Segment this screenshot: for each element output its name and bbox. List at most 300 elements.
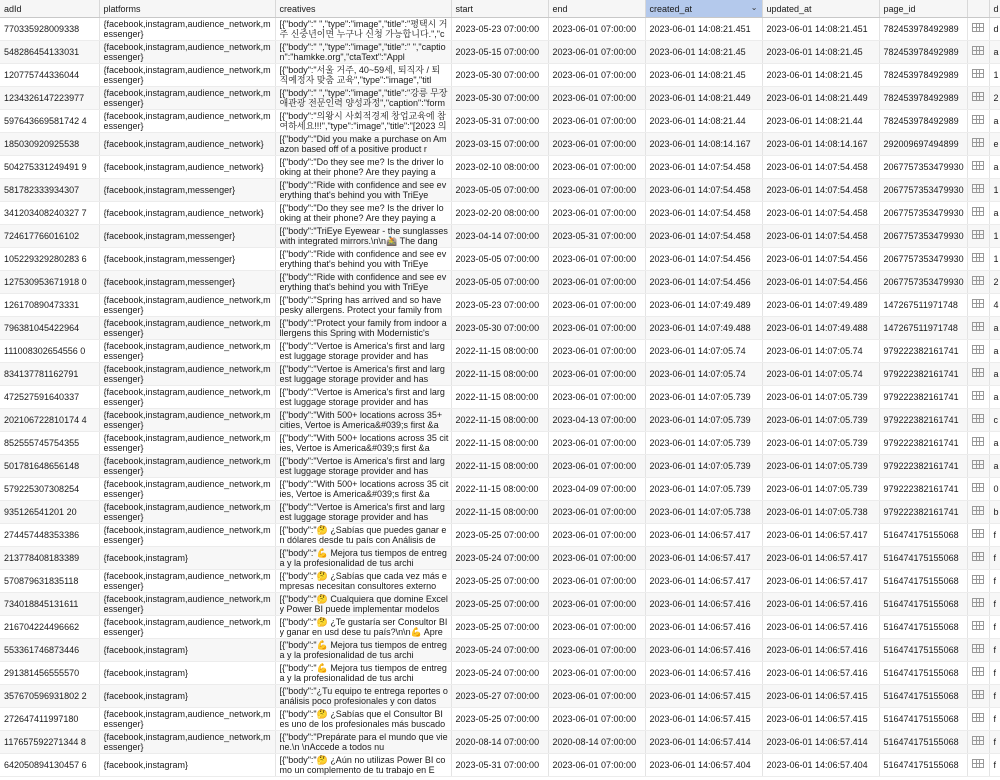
- cell-platforms[interactable]: [99, 455, 275, 478]
- cell-creatives[interactable]: [275, 41, 451, 64]
- cell-end[interactable]: 2023-05-31 07:00:00: [548, 225, 645, 248]
- cell-detail[interactable]: [967, 616, 989, 639]
- cell-adId[interactable]: 642050894130457 6: [0, 754, 99, 777]
- cell-more[interactable]: 0: [989, 478, 1000, 501]
- cell-more[interactable]: f: [989, 524, 1000, 547]
- cell-detail[interactable]: [967, 317, 989, 340]
- cell-platforms[interactable]: [99, 593, 275, 616]
- cell-created_at[interactable]: 2023-06-01 14:06:57.404: [645, 754, 762, 777]
- cell-updated_at[interactable]: 2023-06-01 14:06:57.415: [762, 708, 879, 731]
- cell-updated_at[interactable]: 2023-06-01 14:07:54.458: [762, 202, 879, 225]
- table-row[interactable]: [0, 455, 1000, 478]
- cell-more[interactable]: f: [989, 662, 1000, 685]
- cell-platforms[interactable]: [99, 639, 275, 662]
- table-grid-icon[interactable]: [972, 690, 984, 699]
- cell-created_at[interactable]: 2023-06-01 14:06:57.416: [645, 662, 762, 685]
- cell-more[interactable]: b: [989, 501, 1000, 524]
- cell-detail[interactable]: [967, 179, 989, 202]
- table-grid-icon[interactable]: [972, 529, 984, 538]
- cell-page_id[interactable]: 979222382161741: [879, 432, 967, 455]
- cell-detail[interactable]: [967, 455, 989, 478]
- cell-end[interactable]: 2023-06-01 07:00:00: [548, 547, 645, 570]
- cell-detail[interactable]: [967, 248, 989, 271]
- cell-start[interactable]: 2023-05-24 07:00:00: [451, 547, 548, 570]
- cell-start[interactable]: 2023-05-30 07:00:00: [451, 317, 548, 340]
- cell-creatives[interactable]: [275, 317, 451, 340]
- cell-start[interactable]: 2022-11-15 08:00:00: [451, 363, 548, 386]
- table-grid-icon[interactable]: [972, 713, 984, 722]
- cell-page_id[interactable]: 147267511971748: [879, 317, 967, 340]
- cell-creatives[interactable]: [275, 110, 451, 133]
- cell-page_id[interactable]: 516474175155068: [879, 708, 967, 731]
- cell-end[interactable]: 2023-06-01 07:00:00: [548, 271, 645, 294]
- cell-created_at[interactable]: 2023-06-01 14:06:57.417: [645, 547, 762, 570]
- table-grid-icon[interactable]: [972, 253, 984, 262]
- cell-creatives[interactable]: [275, 409, 451, 432]
- cell-more[interactable]: d: [989, 18, 1000, 41]
- cell-end[interactable]: 2023-06-01 07:00:00: [548, 501, 645, 524]
- cell-detail[interactable]: [967, 731, 989, 754]
- column-header-start[interactable]: [451, 0, 548, 18]
- cell-creatives[interactable]: [275, 478, 451, 501]
- cell-updated_at[interactable]: 2023-06-01 14:07:54.456: [762, 248, 879, 271]
- cell-platforms[interactable]: [99, 524, 275, 547]
- cell-end[interactable]: 2023-06-01 07:00:00: [548, 18, 645, 41]
- cell-page_id[interactable]: 516474175155068: [879, 662, 967, 685]
- cell-detail[interactable]: [967, 87, 989, 110]
- cell-more[interactable]: f: [989, 593, 1000, 616]
- cell-created_at[interactable]: 2023-06-01 14:07:05.739: [645, 455, 762, 478]
- table-grid-icon[interactable]: [972, 92, 984, 101]
- cell-adId[interactable]: 105229329280283 6: [0, 248, 99, 271]
- cell-platforms[interactable]: [99, 501, 275, 524]
- cell-updated_at[interactable]: 2023-06-01 14:07:54.458: [762, 225, 879, 248]
- cell-more[interactable]: 2: [989, 271, 1000, 294]
- cell-creatives[interactable]: [275, 363, 451, 386]
- cell-end[interactable]: 2023-06-01 07:00:00: [548, 432, 645, 455]
- cell-page_id[interactable]: 516474175155068: [879, 754, 967, 777]
- cell-creatives[interactable]: [275, 685, 451, 708]
- cell-created_at[interactable]: 2023-06-01 14:07:54.456: [645, 271, 762, 294]
- cell-updated_at[interactable]: 2023-06-01 14:07:05.739: [762, 478, 879, 501]
- cell-detail[interactable]: [967, 202, 989, 225]
- cell-platforms[interactable]: [99, 317, 275, 340]
- cell-start[interactable]: 2023-05-30 07:00:00: [451, 64, 548, 87]
- table-row[interactable]: [0, 110, 1000, 133]
- cell-platforms[interactable]: [99, 110, 275, 133]
- table-grid-icon[interactable]: [972, 23, 984, 32]
- cell-adId[interactable]: 202106722810174 4: [0, 409, 99, 432]
- cell-created_at[interactable]: 2023-06-01 14:08:21.451: [645, 18, 762, 41]
- cell-adId[interactable]: 553361746873446: [0, 639, 99, 662]
- cell-adId[interactable]: 216704224496662: [0, 616, 99, 639]
- cell-created_at[interactable]: 2023-06-01 14:07:05.739: [645, 386, 762, 409]
- column-header-created_at[interactable]: [645, 0, 762, 18]
- cell-end[interactable]: 2020-08-14 07:00:00: [548, 731, 645, 754]
- cell-page_id[interactable]: 516474175155068: [879, 570, 967, 593]
- table-grid-icon[interactable]: [972, 161, 984, 170]
- cell-start[interactable]: 2023-05-30 07:00:00: [451, 87, 548, 110]
- cell-platforms[interactable]: [99, 271, 275, 294]
- cell-start[interactable]: 2023-05-25 07:00:00: [451, 570, 548, 593]
- cell-end[interactable]: 2023-06-01 07:00:00: [548, 340, 645, 363]
- table-row[interactable]: [0, 662, 1000, 685]
- cell-detail[interactable]: [967, 501, 989, 524]
- cell-more[interactable]: a: [989, 41, 1000, 64]
- table-grid-icon[interactable]: [972, 322, 984, 331]
- cell-updated_at[interactable]: 2023-06-01 14:06:57.416: [762, 639, 879, 662]
- cell-end[interactable]: 2023-06-01 07:00:00: [548, 662, 645, 685]
- cell-created_at[interactable]: 2023-06-01 14:06:57.415: [645, 708, 762, 731]
- cell-page_id[interactable]: 516474175155068: [879, 639, 967, 662]
- table-row[interactable]: [0, 731, 1000, 754]
- cell-updated_at[interactable]: 2023-06-01 14:07:05.739: [762, 432, 879, 455]
- cell-adId[interactable]: 291381456555570: [0, 662, 99, 685]
- table-row[interactable]: [0, 432, 1000, 455]
- cell-updated_at[interactable]: 2023-06-01 14:07:05.739: [762, 455, 879, 478]
- cell-created_at[interactable]: 2023-06-01 14:07:54.458: [645, 179, 762, 202]
- column-header-page_id[interactable]: [879, 0, 967, 18]
- cell-end[interactable]: 2023-06-01 07:00:00: [548, 570, 645, 593]
- cell-end[interactable]: 2023-06-01 07:00:00: [548, 156, 645, 179]
- cell-platforms[interactable]: [99, 248, 275, 271]
- cell-updated_at[interactable]: 2023-06-01 14:07:54.456: [762, 271, 879, 294]
- cell-creatives[interactable]: [275, 639, 451, 662]
- cell-adId[interactable]: 570879631835118: [0, 570, 99, 593]
- cell-page_id[interactable]: 979222382161741: [879, 386, 967, 409]
- cell-start[interactable]: 2023-05-25 07:00:00: [451, 593, 548, 616]
- cell-end[interactable]: 2023-06-01 07:00:00: [548, 754, 645, 777]
- cell-created_at[interactable]: 2023-06-01 14:06:57.417: [645, 570, 762, 593]
- cell-adId[interactable]: 724617766016102: [0, 225, 99, 248]
- cell-start[interactable]: 2023-04-14 07:00:00: [451, 225, 548, 248]
- cell-creatives[interactable]: [275, 501, 451, 524]
- cell-page_id[interactable]: 782453978492989: [879, 87, 967, 110]
- table-row[interactable]: [0, 478, 1000, 501]
- cell-updated_at[interactable]: 2023-06-01 14:06:57.416: [762, 593, 879, 616]
- cell-created_at[interactable]: 2023-06-01 14:08:14.167: [645, 133, 762, 156]
- cell-updated_at[interactable]: 2023-06-01 14:07:05.74: [762, 340, 879, 363]
- table-row[interactable]: [0, 363, 1000, 386]
- cell-detail[interactable]: [967, 478, 989, 501]
- cell-updated_at[interactable]: 2023-06-01 14:06:57.415: [762, 685, 879, 708]
- cell-start[interactable]: 2023-05-15 07:00:00: [451, 41, 548, 64]
- cell-creatives[interactable]: [275, 179, 451, 202]
- column-header-more[interactable]: [989, 0, 1000, 18]
- table-row[interactable]: [0, 202, 1000, 225]
- cell-detail[interactable]: [967, 708, 989, 731]
- table-grid-icon[interactable]: [972, 276, 984, 285]
- cell-start[interactable]: 2023-05-25 07:00:00: [451, 524, 548, 547]
- cell-adId[interactable]: 852555745754355: [0, 432, 99, 455]
- cell-created_at[interactable]: 2023-06-01 14:07:05.74: [645, 340, 762, 363]
- table-row[interactable]: [0, 409, 1000, 432]
- cell-more[interactable]: 1: [989, 248, 1000, 271]
- cell-more[interactable]: f: [989, 570, 1000, 593]
- table-row[interactable]: [0, 87, 1000, 110]
- cell-detail[interactable]: [967, 41, 989, 64]
- table-grid-icon[interactable]: [972, 391, 984, 400]
- cell-more[interactable]: a: [989, 317, 1000, 340]
- cell-created_at[interactable]: 2023-06-01 14:07:05.738: [645, 501, 762, 524]
- cell-creatives[interactable]: [275, 708, 451, 731]
- cell-end[interactable]: 2023-06-01 07:00:00: [548, 64, 645, 87]
- column-header-adId[interactable]: [0, 0, 99, 18]
- table-row[interactable]: [0, 133, 1000, 156]
- cell-updated_at[interactable]: 2023-06-01 14:06:57.417: [762, 570, 879, 593]
- cell-created_at[interactable]: 2023-06-01 14:07:54.458: [645, 202, 762, 225]
- cell-detail[interactable]: [967, 363, 989, 386]
- cell-creatives[interactable]: [275, 455, 451, 478]
- cell-created_at[interactable]: 2023-06-01 14:08:21.45: [645, 41, 762, 64]
- cell-page_id[interactable]: 292009697494899: [879, 133, 967, 156]
- cell-page_id[interactable]: 979222382161741: [879, 478, 967, 501]
- cell-created_at[interactable]: 2023-06-01 14:06:57.417: [645, 524, 762, 547]
- cell-adId[interactable]: 581782333934307: [0, 179, 99, 202]
- cell-end[interactable]: 2023-06-01 07:00:00: [548, 248, 645, 271]
- cell-more[interactable]: 1: [989, 179, 1000, 202]
- cell-created_at[interactable]: 2023-06-01 14:08:21.44: [645, 110, 762, 133]
- cell-detail[interactable]: [967, 570, 989, 593]
- cell-created_at[interactable]: 2023-06-01 14:06:57.416: [645, 616, 762, 639]
- cell-platforms[interactable]: [99, 87, 275, 110]
- cell-updated_at[interactable]: 2023-06-01 14:08:21.449: [762, 87, 879, 110]
- cell-platforms[interactable]: [99, 708, 275, 731]
- table-row[interactable]: [0, 64, 1000, 87]
- cell-updated_at[interactable]: 2023-06-01 14:07:49.489: [762, 294, 879, 317]
- cell-platforms[interactable]: [99, 133, 275, 156]
- cell-start[interactable]: 2023-05-25 07:00:00: [451, 616, 548, 639]
- cell-end[interactable]: 2023-06-01 07:00:00: [548, 708, 645, 731]
- cell-page_id[interactable]: 979222382161741: [879, 340, 967, 363]
- table-grid-icon[interactable]: [972, 736, 984, 745]
- table-grid-icon[interactable]: [972, 115, 984, 124]
- cell-updated_at[interactable]: 2023-06-01 14:07:05.738: [762, 501, 879, 524]
- cell-start[interactable]: 2022-11-15 08:00:00: [451, 340, 548, 363]
- cell-adId[interactable]: 111008302654556 0: [0, 340, 99, 363]
- table-grid-icon[interactable]: [972, 69, 984, 78]
- cell-page_id[interactable]: 782453978492989: [879, 18, 967, 41]
- cell-end[interactable]: 2023-06-01 07:00:00: [548, 294, 645, 317]
- cell-page_id[interactable]: 516474175155068: [879, 547, 967, 570]
- cell-creatives[interactable]: [275, 593, 451, 616]
- cell-page_id[interactable]: 979222382161741: [879, 455, 967, 478]
- cell-created_at[interactable]: 2023-06-01 14:06:57.414: [645, 731, 762, 754]
- cell-end[interactable]: 2023-06-01 07:00:00: [548, 593, 645, 616]
- cell-more[interactable]: 1: [989, 64, 1000, 87]
- cell-end[interactable]: 2023-06-01 07:00:00: [548, 616, 645, 639]
- cell-creatives[interactable]: [275, 524, 451, 547]
- cell-end[interactable]: 2023-06-01 07:00:00: [548, 110, 645, 133]
- cell-platforms[interactable]: [99, 570, 275, 593]
- cell-adId[interactable]: 341203408240327 7: [0, 202, 99, 225]
- cell-detail[interactable]: [967, 409, 989, 432]
- cell-more[interactable]: f: [989, 685, 1000, 708]
- cell-more[interactable]: f: [989, 547, 1000, 570]
- cell-adId[interactable]: 770335928009338: [0, 18, 99, 41]
- cell-page_id[interactable]: 782453978492989: [879, 41, 967, 64]
- cell-start[interactable]: 2022-11-15 08:00:00: [451, 432, 548, 455]
- cell-detail[interactable]: [967, 18, 989, 41]
- cell-adId[interactable]: 185030920925538: [0, 133, 99, 156]
- table-grid-icon[interactable]: [972, 46, 984, 55]
- cell-more[interactable]: a: [989, 363, 1000, 386]
- table-row[interactable]: [0, 340, 1000, 363]
- cell-platforms[interactable]: [99, 685, 275, 708]
- cell-adId[interactable]: 357670596931802 2: [0, 685, 99, 708]
- cell-page_id[interactable]: 979222382161741: [879, 363, 967, 386]
- cell-creatives[interactable]: [275, 271, 451, 294]
- cell-platforms[interactable]: [99, 432, 275, 455]
- cell-detail[interactable]: [967, 294, 989, 317]
- cell-platforms[interactable]: [99, 64, 275, 87]
- cell-detail[interactable]: [967, 754, 989, 777]
- cell-updated_at[interactable]: 2023-06-01 14:06:57.417: [762, 524, 879, 547]
- cell-end[interactable]: 2023-06-01 07:00:00: [548, 524, 645, 547]
- cell-end[interactable]: 2023-06-01 07:00:00: [548, 87, 645, 110]
- table-row[interactable]: [0, 685, 1000, 708]
- cell-page_id[interactable]: 782453978492989: [879, 110, 967, 133]
- table-grid-icon[interactable]: [972, 207, 984, 216]
- sort-descending-icon[interactable]: ⌄: [750, 3, 758, 12]
- cell-platforms[interactable]: [99, 156, 275, 179]
- cell-created_at[interactable]: 2023-06-01 14:07:05.739: [645, 432, 762, 455]
- table-row[interactable]: [0, 754, 1000, 777]
- cell-detail[interactable]: [967, 547, 989, 570]
- cell-detail[interactable]: [967, 225, 989, 248]
- cell-created_at[interactable]: 2023-06-01 14:07:05.74: [645, 363, 762, 386]
- cell-creatives[interactable]: [275, 340, 451, 363]
- table-row[interactable]: [0, 271, 1000, 294]
- table-grid-icon[interactable]: [972, 230, 984, 239]
- cell-start[interactable]: 2022-11-15 08:00:00: [451, 409, 548, 432]
- cell-start[interactable]: 2022-11-15 08:00:00: [451, 501, 548, 524]
- cell-page_id[interactable]: 516474175155068: [879, 524, 967, 547]
- table-grid-icon[interactable]: [972, 414, 984, 423]
- table-row[interactable]: [0, 570, 1000, 593]
- cell-creatives[interactable]: [275, 547, 451, 570]
- cell-page_id[interactable]: 516474175155068: [879, 616, 967, 639]
- cell-platforms[interactable]: [99, 340, 275, 363]
- cell-platforms[interactable]: [99, 294, 275, 317]
- cell-platforms[interactable]: [99, 179, 275, 202]
- cell-created_at[interactable]: 2023-06-01 14:07:05.739: [645, 409, 762, 432]
- cell-detail[interactable]: [967, 110, 989, 133]
- cell-end[interactable]: 2023-06-01 07:00:00: [548, 133, 645, 156]
- cell-end[interactable]: 2023-04-13 07:00:00: [548, 409, 645, 432]
- cell-end[interactable]: 2023-06-01 07:00:00: [548, 455, 645, 478]
- cell-start[interactable]: 2023-05-05 07:00:00: [451, 271, 548, 294]
- cell-creatives[interactable]: [275, 432, 451, 455]
- cell-start[interactable]: 2023-05-05 07:00:00: [451, 179, 548, 202]
- cell-updated_at[interactable]: 2023-06-01 14:07:05.739: [762, 409, 879, 432]
- table-row[interactable]: [0, 524, 1000, 547]
- cell-detail[interactable]: [967, 156, 989, 179]
- cell-creatives[interactable]: [275, 616, 451, 639]
- cell-detail[interactable]: [967, 639, 989, 662]
- cell-updated_at[interactable]: 2023-06-01 14:08:21.44: [762, 110, 879, 133]
- cell-start[interactable]: 2023-03-15 07:00:00: [451, 133, 548, 156]
- cell-created_at[interactable]: 2023-06-01 14:07:49.489: [645, 294, 762, 317]
- cell-creatives[interactable]: [275, 133, 451, 156]
- cell-creatives[interactable]: [275, 87, 451, 110]
- cell-updated_at[interactable]: 2023-06-01 14:07:49.488: [762, 317, 879, 340]
- cell-creatives[interactable]: [275, 570, 451, 593]
- cell-more[interactable]: f: [989, 639, 1000, 662]
- cell-creatives[interactable]: [275, 156, 451, 179]
- cell-creatives[interactable]: [275, 248, 451, 271]
- cell-created_at[interactable]: 2023-06-01 14:06:57.416: [645, 593, 762, 616]
- table-grid-icon[interactable]: [972, 667, 984, 676]
- cell-platforms[interactable]: [99, 363, 275, 386]
- table-row[interactable]: [0, 639, 1000, 662]
- cell-detail[interactable]: [967, 524, 989, 547]
- cell-end[interactable]: 2023-06-01 07:00:00: [548, 41, 645, 64]
- cell-more[interactable]: a: [989, 202, 1000, 225]
- cell-updated_at[interactable]: 2023-06-01 14:07:05.739: [762, 386, 879, 409]
- column-header-platforms[interactable]: [99, 0, 275, 18]
- cell-end[interactable]: 2023-06-01 07:00:00: [548, 202, 645, 225]
- cell-updated_at[interactable]: 2023-06-01 14:06:57.416: [762, 662, 879, 685]
- cell-platforms[interactable]: [99, 41, 275, 64]
- cell-platforms[interactable]: [99, 202, 275, 225]
- cell-adId[interactable]: 504275331249491 9: [0, 156, 99, 179]
- table-grid-icon[interactable]: [972, 345, 984, 354]
- cell-page_id[interactable]: 516474175155068: [879, 685, 967, 708]
- cell-start[interactable]: 2023-05-25 07:00:00: [451, 708, 548, 731]
- cell-more[interactable]: f: [989, 616, 1000, 639]
- cell-page_id[interactable]: 782453978492989: [879, 64, 967, 87]
- cell-start[interactable]: 2023-02-10 08:00:00: [451, 156, 548, 179]
- cell-adId[interactable]: 274457448353386: [0, 524, 99, 547]
- cell-adId[interactable]: 834137781162791: [0, 363, 99, 386]
- column-header-end[interactable]: [548, 0, 645, 18]
- cell-more[interactable]: f: [989, 731, 1000, 754]
- cell-updated_at[interactable]: 2023-06-01 14:08:14.167: [762, 133, 879, 156]
- cell-creatives[interactable]: [275, 18, 451, 41]
- cell-start[interactable]: 2023-05-27 07:00:00: [451, 685, 548, 708]
- cell-created_at[interactable]: 2023-06-01 14:06:57.415: [645, 685, 762, 708]
- table-row[interactable]: [0, 18, 1000, 41]
- cell-adId[interactable]: 272647411997180: [0, 708, 99, 731]
- cell-start[interactable]: 2023-05-24 07:00:00: [451, 639, 548, 662]
- table-grid-icon[interactable]: [972, 575, 984, 584]
- cell-adId[interactable]: 501781648656148: [0, 455, 99, 478]
- cell-page_id[interactable]: 516474175155068: [879, 731, 967, 754]
- cell-detail[interactable]: [967, 593, 989, 616]
- column-header-updated_at[interactable]: [762, 0, 879, 18]
- column-header-extra[interactable]: [967, 0, 989, 18]
- cell-updated_at[interactable]: 2023-06-01 14:08:21.45: [762, 41, 879, 64]
- table-row[interactable]: [0, 593, 1000, 616]
- cell-adId[interactable]: 548286454133031: [0, 41, 99, 64]
- cell-created_at[interactable]: 2023-06-01 14:07:05.739: [645, 478, 762, 501]
- cell-more[interactable]: 1: [989, 225, 1000, 248]
- cell-platforms[interactable]: [99, 225, 275, 248]
- cell-more[interactable]: a: [989, 340, 1000, 363]
- cell-start[interactable]: 2022-11-15 08:00:00: [451, 478, 548, 501]
- cell-end[interactable]: 2023-06-01 07:00:00: [548, 317, 645, 340]
- column-header-creatives[interactable]: [275, 0, 451, 18]
- table-grid-icon[interactable]: [972, 598, 984, 607]
- cell-page_id[interactable]: 147267511971748: [879, 294, 967, 317]
- cell-creatives[interactable]: [275, 294, 451, 317]
- cell-adId[interactable]: 579225307308254: [0, 478, 99, 501]
- cell-created_at[interactable]: 2023-06-01 14:08:21.45: [645, 64, 762, 87]
- cell-page_id[interactable]: 979222382161741: [879, 501, 967, 524]
- table-grid-icon[interactable]: [972, 759, 984, 768]
- cell-start[interactable]: 2020-08-14 07:00:00: [451, 731, 548, 754]
